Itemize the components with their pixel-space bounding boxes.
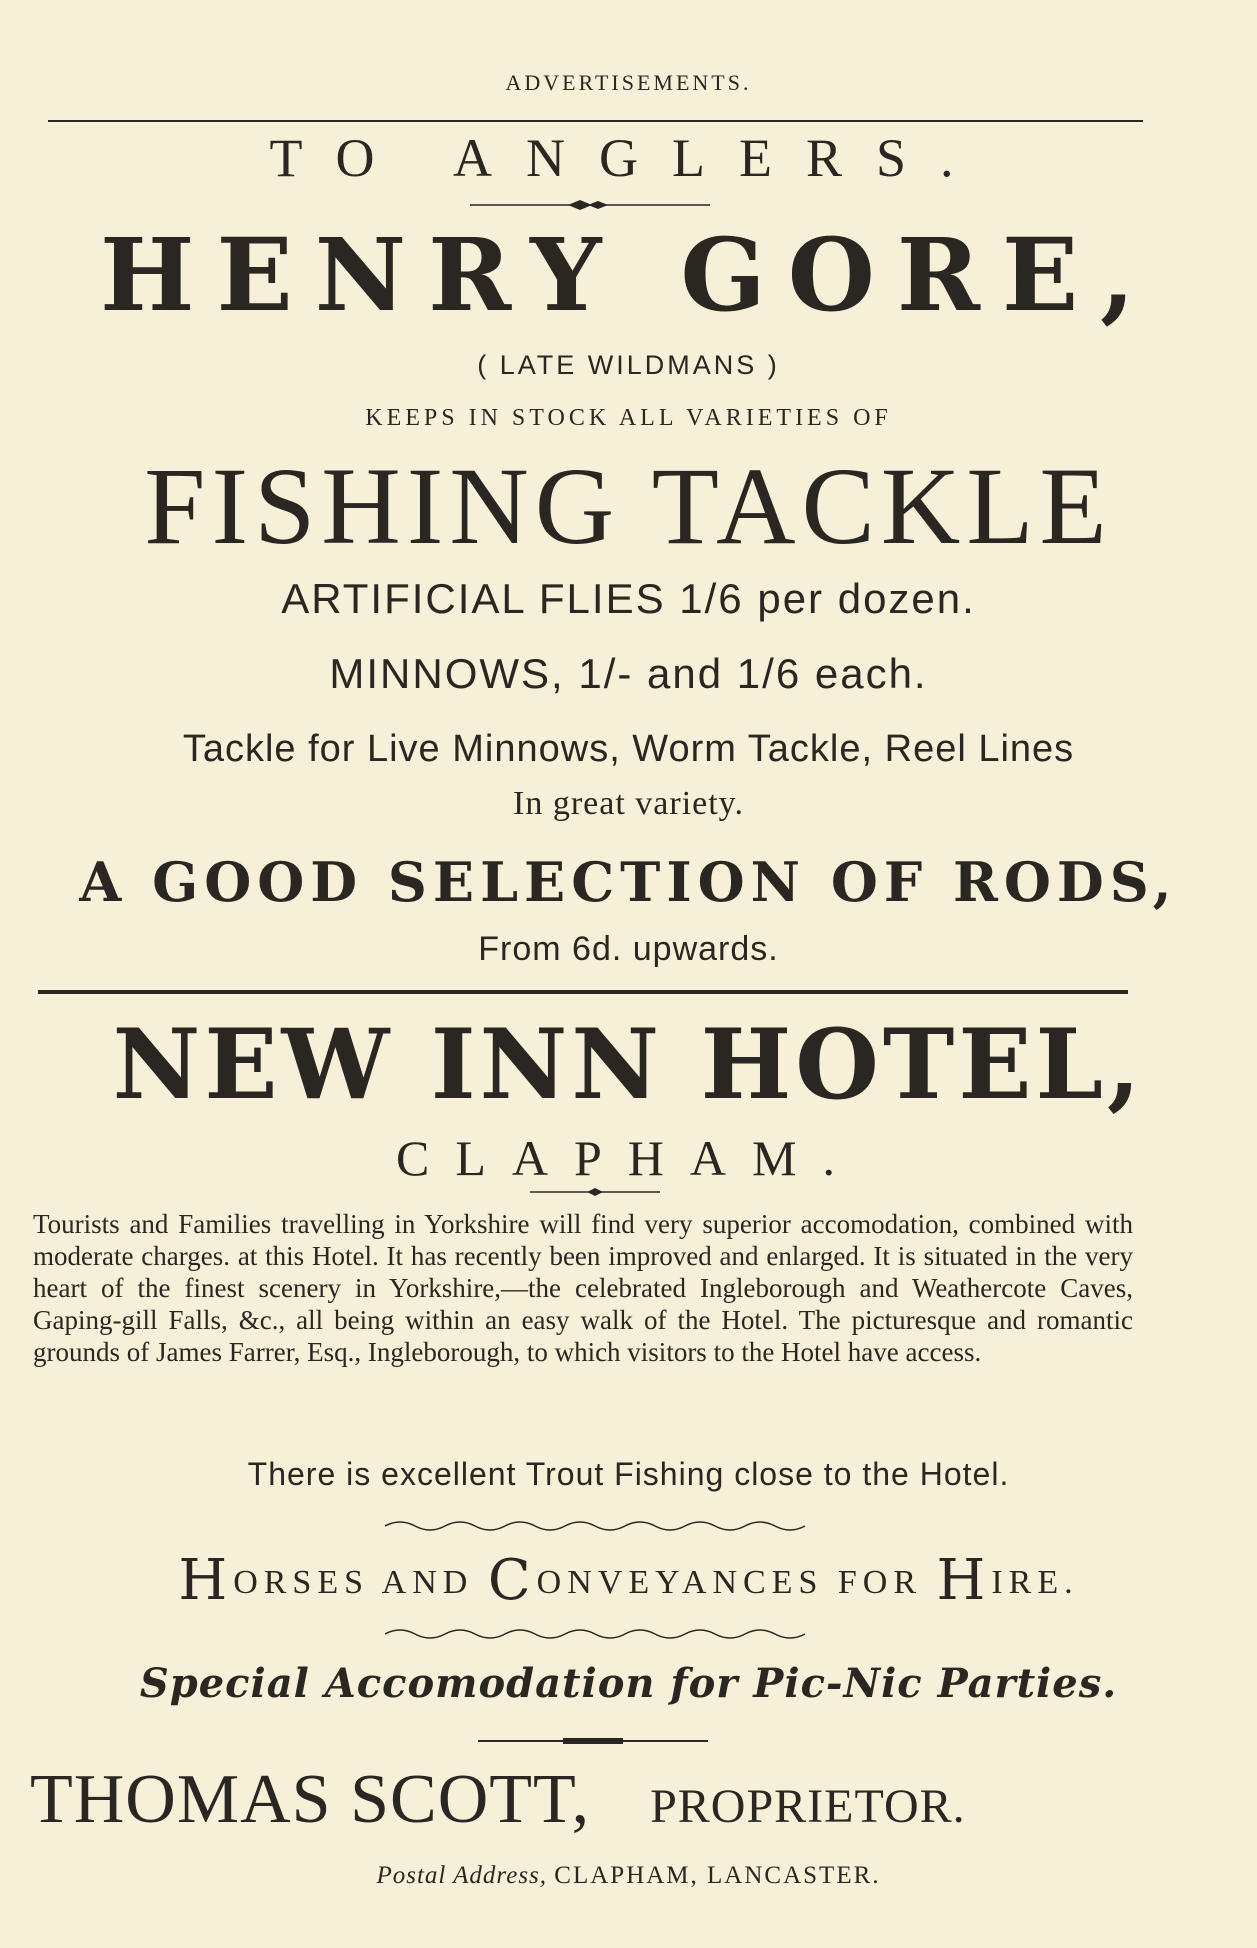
late-note: ( LATE WILDMANS ) xyxy=(477,350,780,380)
horses-word: ORSES AND xyxy=(233,1564,488,1601)
running-header: ADVERTISEMENTS. xyxy=(505,70,752,95)
proprietor-line xyxy=(30,1760,1130,1840)
rods-price: From 6d. upwards. xyxy=(478,930,779,968)
postal-address: CLAPHAM, LANCASTER. xyxy=(554,1862,881,1889)
rods-heading: A GOOD SELECTION OF RODS, xyxy=(79,850,1178,914)
section-rule xyxy=(38,990,1128,994)
ornament-divider xyxy=(470,198,710,212)
proprietor-name: THOMAS SCOTT, xyxy=(30,1761,591,1838)
ad-heading: TO ANGLERS. xyxy=(269,128,988,188)
hotel-location: CLAPHAM. xyxy=(396,1130,861,1186)
minnows-price: MINNOWS, 1/- and 1/6 each. xyxy=(329,650,928,697)
header-rule xyxy=(48,120,1143,122)
tackle-line: Tackle for Live Minnows, Worm Tackle, Reel Lines xyxy=(182,728,1075,770)
initial-c: C xyxy=(487,1548,537,1613)
horses-line xyxy=(0,1548,1257,1613)
wavy-divider xyxy=(385,1518,815,1534)
hotel-description: Tourists and Families travelling in Yorkshire will find very superior accomodation, combined with moderate charges. at this Hotel. It has recently been improved and enlarged. It is situated in the very heart of the finest scenery in Yorkshire,—the celebrated Ingleborough and Weathercote Caves, Gaping-gill Falls, &c., all being within an easy walk of the Hotel. The picturesque and romantic grounds of James Farrer, Esq., Ingleborough, to which visitors to the Hotel have access. xyxy=(33,1209,1133,1367)
proprietor-title: PROPRIETOR. xyxy=(650,1780,966,1833)
conveyances-word: ONVEYANCES FOR xyxy=(536,1564,937,1601)
product-title: FISHING TACKLE xyxy=(144,445,1113,567)
wavy-divider xyxy=(385,1626,815,1642)
ornament-divider xyxy=(478,1736,708,1746)
flies-price: ARTIFICIAL FLIES 1/6 per dozen. xyxy=(281,575,976,622)
trout-line: There is excellent Trout Fishing close to the Hotel. xyxy=(247,1456,1010,1492)
hotel-name: NEW INN HOTEL, xyxy=(112,1008,1145,1121)
initial-h2: H xyxy=(936,1548,992,1613)
postal-label: Postal Address, xyxy=(376,1862,548,1889)
variety-line: In great variety. xyxy=(513,785,744,822)
hire-word: IRE. xyxy=(991,1564,1079,1601)
initial-h: H xyxy=(178,1548,234,1613)
picnic-line: Special Accomodation for Pic-Nic Parties. xyxy=(139,1660,1118,1707)
ornament-divider xyxy=(530,1186,660,1198)
keeps-line: KEEPS IN STOCK ALL VARIETIES OF xyxy=(365,405,892,431)
merchant-name: HENRY GORE, xyxy=(100,216,1157,334)
postal-line xyxy=(0,1862,1257,1890)
